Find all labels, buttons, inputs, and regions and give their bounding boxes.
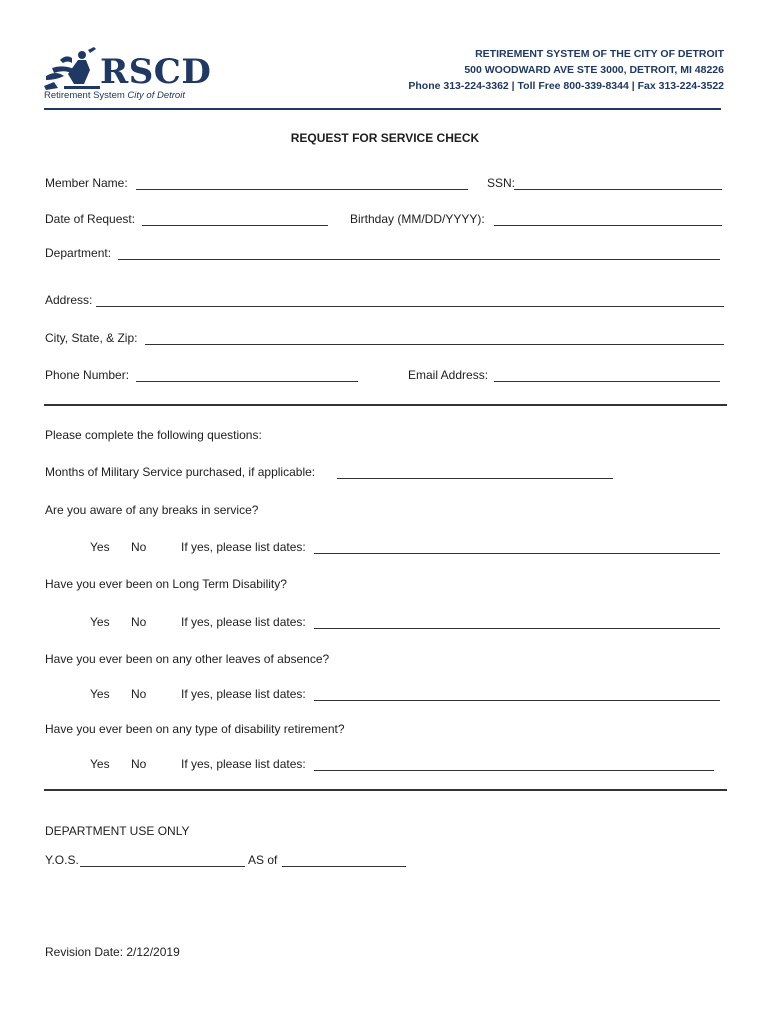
q3-dates-field[interactable] — [314, 700, 720, 701]
date-of-request-label: Date of Request: — [45, 212, 136, 226]
birthday-field[interactable] — [494, 225, 722, 226]
birthday-label: Birthday (MM/DD/YYYY): — [350, 212, 485, 226]
as-of-field[interactable] — [282, 866, 406, 867]
spirit-of-detroit-icon — [42, 46, 104, 92]
q4-yes-option[interactable]: Yes — [90, 757, 110, 771]
question-leaves: Have you ever been on any other leaves of absence? — [45, 652, 330, 666]
address-field[interactable] — [96, 306, 724, 307]
org-contact: Phone 313-224-3362 | Toll Free 800-339-8344 | Fax 313-224-3522 — [408, 80, 724, 92]
q1-yes-option[interactable]: Yes — [90, 540, 110, 554]
q1-dates-label: If yes, please list dates: — [181, 540, 306, 554]
header-divider — [44, 108, 721, 110]
org-address: 500 WOODWARD AVE STE 3000, DETROIT, MI 48226 — [464, 64, 724, 76]
logo-wordmark: RSCD — [100, 52, 212, 92]
logo-subtitle-a: Retirement System — [44, 90, 125, 101]
q2-dates-field[interactable] — [314, 628, 720, 629]
member-name-field[interactable] — [136, 189, 468, 190]
logo-subtitle — [44, 90, 185, 101]
form-title: REQUEST FOR SERVICE CHECK — [290, 131, 480, 145]
q1-dates-field[interactable] — [314, 553, 720, 554]
org-name: RETIREMENT SYSTEM OF THE CITY OF DETROIT — [475, 48, 724, 60]
question-breaks: Are you aware of any breaks in service? — [45, 503, 259, 517]
member-name-label: Member Name: — [45, 176, 128, 190]
logo-subtitle-b: City of Detroit — [127, 90, 185, 101]
section-divider-2 — [44, 789, 727, 791]
q2-yes-option[interactable]: Yes — [90, 615, 110, 629]
as-of-label: AS of — [248, 853, 278, 867]
department-label: Department: — [45, 246, 112, 260]
questions-intro: Please complete the following questions: — [45, 428, 262, 442]
yos-field[interactable] — [80, 866, 245, 867]
question-disability-retirement: Have you ever been on any type of disability retirement? — [45, 722, 345, 736]
date-of-request-field[interactable] — [142, 225, 328, 226]
ssn-field[interactable] — [514, 189, 722, 190]
q3-yes-option[interactable]: Yes — [90, 687, 110, 701]
q2-no-option[interactable]: No — [131, 615, 147, 629]
military-field[interactable] — [337, 478, 613, 479]
address-label: Address: — [45, 293, 93, 307]
city-state-zip-label: City, State, & Zip: — [45, 331, 138, 345]
q3-no-option[interactable]: No — [131, 687, 147, 701]
q4-no-option[interactable]: No — [131, 757, 147, 771]
city-state-zip-field[interactable] — [145, 344, 724, 345]
revision-date: Revision Date: 2/12/2019 — [45, 945, 180, 959]
yos-label: Y.O.S. — [45, 853, 79, 867]
phone-label: Phone Number: — [45, 368, 130, 382]
department-field[interactable] — [118, 259, 720, 260]
section-divider-1 — [44, 404, 727, 406]
q2-dates-label: If yes, please list dates: — [181, 615, 306, 629]
ssn-label: SSN: — [487, 176, 516, 190]
q4-dates-field[interactable] — [314, 770, 714, 771]
question-ltd: Have you ever been on Long Term Disability? — [45, 577, 287, 591]
phone-field[interactable] — [136, 381, 358, 382]
email-label: Email Address: — [408, 368, 489, 382]
department-use-heading: DEPARTMENT USE ONLY — [45, 824, 190, 838]
q3-dates-label: If yes, please list dates: — [181, 687, 306, 701]
q1-no-option[interactable]: No — [131, 540, 147, 554]
q4-dates-label: If yes, please list dates: — [181, 757, 306, 771]
email-field[interactable] — [494, 381, 720, 382]
logo — [42, 46, 212, 102]
military-label: Months of Military Service purchased, if applicable: — [45, 465, 316, 479]
